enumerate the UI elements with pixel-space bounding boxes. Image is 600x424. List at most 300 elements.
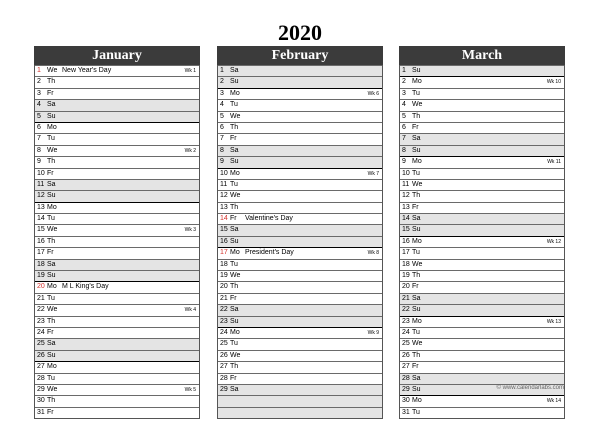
weekday-label: Tu: [47, 374, 55, 382]
day-row: [35, 316, 199, 327]
day-number: 2: [402, 78, 406, 86]
weekday-label: Tu: [412, 169, 420, 177]
day-number: 18: [220, 260, 228, 268]
weekday-label: We: [47, 67, 58, 74]
weekday-label: Su: [230, 78, 239, 86]
weekday-label: Th: [412, 192, 421, 200]
day-number: 28: [37, 374, 45, 382]
day-row: [400, 373, 564, 384]
holiday-label: Valentine's Day: [245, 215, 293, 223]
holiday-label: New Year's Day: [62, 67, 112, 74]
weekday-label: Sa: [47, 101, 56, 109]
day-number: 11: [37, 180, 45, 188]
day-number: 20: [402, 283, 410, 291]
day-number: 9: [37, 158, 41, 166]
weekday-label: Th: [412, 272, 421, 280]
day-row: [218, 350, 382, 361]
week-number: Wk 4: [184, 307, 196, 314]
day-number: 13: [37, 203, 45, 211]
day-number: 25: [37, 340, 45, 348]
day-number: 22: [220, 306, 228, 314]
day-row: [400, 213, 564, 224]
day-row: [35, 259, 199, 270]
day-row: [35, 65, 199, 76]
day-row: [400, 76, 564, 87]
weekday-label: Mo: [47, 363, 57, 371]
week-number: Wk 11: [547, 159, 561, 166]
calendar-year-title: 2020: [278, 20, 322, 45]
day-row: [400, 145, 564, 156]
weekday-label: Mo: [412, 78, 422, 86]
day-row: [400, 395, 564, 406]
day-number: 19: [37, 272, 45, 280]
day-number: 2: [220, 78, 224, 86]
day-number: 27: [37, 363, 45, 371]
day-number: 29: [220, 385, 228, 393]
day-row: [218, 281, 382, 292]
holiday-label: M L King's Day: [62, 283, 109, 291]
day-number: 11: [220, 180, 228, 188]
month-header: February: [217, 46, 383, 65]
weekday-label: Tu: [230, 340, 238, 348]
month-header: January: [34, 46, 200, 65]
day-number: 8: [37, 146, 41, 154]
day-number: 7: [402, 135, 406, 143]
day-row: [35, 407, 199, 418]
day-row: [400, 202, 564, 213]
weekday-label: Th: [47, 317, 56, 325]
day-number: 17: [37, 249, 45, 257]
day-row: [400, 88, 564, 99]
day-row: [218, 338, 382, 349]
day-row: [35, 327, 199, 338]
day-number: 3: [220, 89, 224, 97]
day-row: [35, 224, 199, 235]
day-number: 12: [220, 192, 228, 200]
weekday-label: Tu: [412, 328, 420, 336]
day-row: [35, 373, 199, 384]
day-number: 28: [402, 374, 410, 382]
day-number: 19: [402, 272, 410, 280]
weekday-label: Tu: [47, 135, 55, 143]
day-row: [218, 373, 382, 384]
weekday-label: Sa: [412, 374, 421, 382]
day-number: 5: [37, 112, 41, 120]
day-row: [400, 293, 564, 304]
day-row: [218, 88, 382, 99]
weekday-label: We: [230, 351, 241, 359]
day-row: [35, 111, 199, 122]
weekday-label: We: [412, 260, 423, 268]
weekday-label: Su: [47, 192, 56, 200]
day-row: [400, 236, 564, 247]
day-row: [35, 247, 199, 258]
day-number: 22: [402, 306, 410, 314]
day-row: [35, 213, 199, 224]
day-number: 25: [220, 340, 228, 348]
day-row: [35, 304, 199, 315]
day-number: 26: [37, 351, 45, 359]
weekday-label: We: [47, 385, 58, 393]
week-number: Wk 14: [546, 398, 561, 405]
weekday-label: Sa: [230, 226, 239, 234]
day-row: [35, 76, 199, 87]
weekday-label: Mo: [412, 397, 422, 405]
day-number: 10: [220, 169, 228, 177]
day-row: [400, 281, 564, 292]
day-number: 14: [402, 215, 410, 223]
day-number: 27: [220, 363, 228, 371]
week-number: Wk 5: [184, 386, 196, 393]
day-row: [218, 179, 382, 190]
weekday-label: Su: [412, 385, 421, 393]
weekday-label: Mo: [412, 237, 422, 245]
weekday-label: Sa: [412, 215, 421, 223]
day-row: [400, 304, 564, 315]
weekday-label: Mo: [47, 283, 57, 291]
day-row: [35, 281, 199, 292]
month-header: March: [399, 46, 565, 65]
footer-credit: © www.calendarlabs.com: [496, 385, 564, 391]
weekday-label: Su: [47, 272, 56, 280]
day-row: [400, 350, 564, 361]
day-row: [218, 190, 382, 201]
weekday-label: Mo: [47, 203, 57, 211]
weekday-label: Sa: [230, 67, 239, 74]
day-row: [218, 213, 382, 224]
weekday-label: Th: [412, 112, 421, 120]
weekday-label: Fr: [412, 283, 419, 291]
day-number: 12: [402, 192, 410, 200]
day-row: [218, 156, 382, 167]
weekday-label: Su: [412, 226, 421, 234]
weekday-label: Su: [230, 237, 239, 245]
weekday-label: Mo: [47, 123, 57, 131]
weekday-label: Fr: [47, 249, 54, 257]
day-row: [35, 179, 199, 190]
week-number: Wk 12: [546, 238, 561, 245]
weekday-label: Mo: [230, 328, 240, 336]
day-number: 15: [220, 226, 228, 234]
day-number: 26: [220, 351, 228, 359]
day-number: 13: [220, 203, 228, 211]
day-row: [35, 145, 199, 156]
empty-row: [218, 407, 382, 418]
week-number: Wk 2: [184, 147, 196, 154]
day-row: [218, 111, 382, 122]
day-list: [217, 65, 383, 419]
weekday-label: Su: [412, 306, 421, 314]
day-row: [218, 99, 382, 110]
day-number: 18: [37, 260, 45, 268]
day-row: [400, 270, 564, 281]
day-row: [35, 236, 199, 247]
day-number: 10: [37, 169, 45, 177]
week-number: Wk 7: [367, 170, 379, 177]
weekday-label: Th: [230, 363, 239, 371]
day-number: 21: [220, 294, 228, 302]
day-number: 3: [37, 89, 41, 97]
weekday-label: Mo: [230, 89, 240, 97]
day-row: [400, 259, 564, 270]
weekday-label: Th: [47, 237, 56, 245]
day-number: 20: [37, 283, 45, 291]
weekday-label: Fr: [412, 123, 419, 131]
month-january: [34, 46, 200, 419]
day-row: [218, 202, 382, 213]
day-number: 6: [402, 123, 406, 131]
day-row: [218, 247, 382, 258]
day-number: 18: [402, 260, 410, 268]
day-row: [35, 156, 199, 167]
day-number: 16: [37, 237, 45, 245]
day-number: 29: [37, 385, 45, 393]
weekday-label: Th: [47, 158, 56, 166]
day-number: 1: [37, 67, 41, 74]
weekday-label: Fr: [47, 408, 54, 416]
week-number: Wk 6: [367, 90, 379, 97]
day-list: [34, 65, 200, 419]
day-row: [218, 361, 382, 372]
day-number: 11: [402, 180, 410, 188]
day-number: 12: [37, 192, 45, 200]
weekday-label: Tu: [230, 101, 238, 109]
day-number: 24: [37, 328, 45, 336]
day-number: 23: [37, 317, 45, 325]
weekday-label: Th: [412, 351, 421, 359]
day-row: [35, 350, 199, 361]
day-number: 1: [402, 67, 406, 74]
month-march: [399, 46, 565, 419]
day-row: [218, 236, 382, 247]
day-row: [400, 133, 564, 144]
day-number: 28: [220, 374, 228, 382]
day-row: [218, 122, 382, 133]
weekday-label: Th: [230, 203, 239, 211]
weekday-label: Th: [47, 397, 56, 405]
weekday-label: Tu: [230, 180, 238, 188]
day-number: 4: [220, 101, 224, 109]
day-number: 16: [402, 237, 410, 245]
day-number: 27: [402, 363, 410, 371]
day-row: [35, 202, 199, 213]
weekday-label: Fr: [230, 374, 237, 382]
day-number: 26: [402, 351, 410, 359]
weekday-label: Th: [47, 78, 56, 86]
day-number: 17: [402, 249, 410, 257]
day-row: [35, 190, 199, 201]
day-row: [400, 316, 564, 327]
day-number: 7: [220, 135, 224, 143]
weekday-label: Mo: [230, 169, 240, 177]
day-number: 31: [402, 408, 410, 416]
weekday-label: Tu: [412, 408, 420, 416]
day-row: [35, 133, 199, 144]
day-number: 30: [37, 397, 45, 405]
weekday-label: Su: [47, 112, 56, 120]
day-row: [218, 270, 382, 281]
weekday-label: Sa: [47, 260, 56, 268]
day-number: 4: [37, 101, 41, 109]
day-row: [218, 168, 382, 179]
day-row: [218, 133, 382, 144]
weekday-label: Su: [412, 67, 421, 74]
day-row: [35, 361, 199, 372]
day-row: [400, 122, 564, 133]
day-row: [400, 338, 564, 349]
day-number: 4: [402, 101, 406, 109]
day-row: [400, 224, 564, 235]
day-number: 14: [220, 215, 228, 223]
day-row: [35, 99, 199, 110]
day-number: 21: [402, 294, 410, 302]
week-number: Wk 10: [546, 79, 561, 86]
day-row: [218, 316, 382, 327]
day-row: [400, 247, 564, 258]
day-number: 20: [220, 283, 228, 291]
weekday-label: Tu: [412, 89, 420, 97]
week-number: Wk 9: [367, 329, 379, 336]
weekday-label: Tu: [47, 294, 55, 302]
weekday-label: Sa: [47, 180, 56, 188]
day-row: [35, 384, 199, 395]
weekday-label: We: [230, 192, 241, 200]
weekday-label: Sa: [230, 306, 239, 314]
day-number: 22: [37, 306, 45, 314]
day-row: [218, 145, 382, 156]
weekday-label: Fr: [412, 203, 419, 211]
day-row: [35, 88, 199, 99]
weekday-label: Sa: [230, 146, 239, 154]
weekday-label: Fr: [412, 363, 419, 371]
day-number: 8: [220, 146, 224, 154]
day-number: 24: [402, 328, 410, 336]
day-row: [35, 293, 199, 304]
weekday-label: We: [47, 306, 58, 314]
day-number: 13: [402, 203, 410, 211]
holiday-label: President's Day: [245, 249, 294, 257]
day-number: 9: [402, 158, 406, 166]
day-row: [400, 190, 564, 201]
week-number: Wk 3: [184, 227, 196, 234]
day-row: [218, 327, 382, 338]
weekday-label: Sa: [412, 135, 421, 143]
day-row: [35, 270, 199, 281]
weekday-label: Mo: [412, 158, 422, 166]
day-row: [218, 76, 382, 87]
weekday-label: We: [47, 146, 58, 154]
weekday-label: Tu: [47, 215, 55, 223]
day-number: 9: [220, 158, 224, 166]
weekday-label: Mo: [230, 249, 240, 257]
day-number: 7: [37, 135, 41, 143]
weekday-label: Tu: [230, 260, 238, 268]
day-number: 31: [37, 408, 45, 416]
day-row: [400, 407, 564, 418]
weekday-label: Fr: [230, 135, 237, 143]
day-number: 15: [402, 226, 410, 234]
day-row: [400, 168, 564, 179]
day-number: 29: [402, 385, 410, 393]
day-row: [218, 259, 382, 270]
day-row: [400, 156, 564, 167]
day-number: 19: [220, 272, 228, 280]
day-row: [218, 224, 382, 235]
day-number: 6: [220, 123, 224, 131]
day-row: [400, 111, 564, 122]
day-number: 14: [37, 215, 45, 223]
weekday-label: Fr: [230, 294, 237, 302]
empty-row: [218, 395, 382, 406]
day-number: 16: [220, 237, 228, 245]
day-row: [400, 99, 564, 110]
day-row: [400, 327, 564, 338]
day-row: [400, 179, 564, 190]
weekday-label: Su: [230, 158, 239, 166]
week-number: Wk 1: [184, 68, 196, 74]
day-number: 6: [37, 123, 41, 131]
day-number: 25: [402, 340, 410, 348]
day-number: 23: [402, 317, 410, 325]
weekday-label: We: [412, 340, 423, 348]
weekday-label: Th: [230, 283, 239, 291]
day-row: [218, 304, 382, 315]
weekday-label: We: [230, 272, 241, 280]
week-number: Wk 13: [546, 318, 561, 325]
day-number: 15: [37, 226, 45, 234]
weekday-label: We: [47, 226, 58, 234]
weekday-label: Sa: [412, 294, 421, 302]
day-row: [35, 168, 199, 179]
day-row: [218, 65, 382, 76]
day-row: [400, 361, 564, 372]
day-list: [399, 65, 565, 419]
day-number: 17: [220, 249, 228, 257]
day-number: 1: [220, 67, 224, 74]
day-row: [35, 338, 199, 349]
weekday-label: Tu: [412, 249, 420, 257]
day-number: 10: [402, 169, 410, 177]
day-number: 2: [37, 78, 41, 86]
weekday-label: We: [412, 101, 423, 109]
day-row: [35, 395, 199, 406]
weekday-label: Th: [230, 123, 239, 131]
month-february: [217, 46, 383, 419]
day-row: [218, 384, 382, 395]
day-number: 5: [220, 112, 224, 120]
weekday-label: Fr: [47, 89, 54, 97]
week-number: Wk 8: [367, 250, 379, 257]
weekday-label: Su: [230, 317, 239, 325]
day-number: 24: [220, 328, 228, 336]
weekday-label: Mo: [412, 317, 422, 325]
weekday-label: We: [230, 112, 241, 120]
day-number: 8: [402, 146, 406, 154]
day-number: 23: [220, 317, 228, 325]
weekday-label: Su: [47, 351, 56, 359]
weekday-label: Sa: [230, 385, 239, 393]
day-number: 3: [402, 89, 406, 97]
weekday-label: Fr: [47, 169, 54, 177]
day-row: [218, 293, 382, 304]
weekday-label: Su: [412, 146, 421, 154]
day-row: [35, 122, 199, 133]
weekday-label: Fr: [47, 328, 54, 336]
day-number: 5: [402, 112, 406, 120]
weekday-label: Fr: [230, 215, 237, 223]
weekday-label: We: [412, 180, 423, 188]
day-number: 30: [402, 397, 410, 405]
